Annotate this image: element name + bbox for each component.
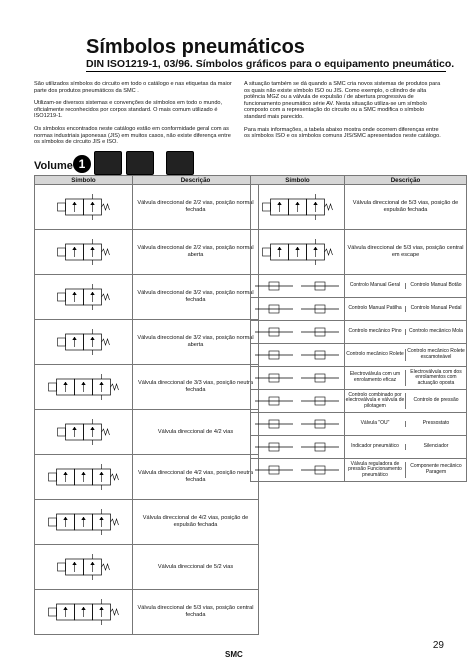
intro-column-2 [244, 81, 444, 140]
table-row [251, 275, 467, 298]
column-header-symbol: Símbolo [35, 176, 133, 185]
row-description: Válvula direccional de 2/2 vias, posição normal fechada [133, 185, 259, 230]
pair-description [345, 390, 467, 413]
control-symbol-icon [251, 298, 345, 321]
valve-symbol-icon [35, 410, 133, 455]
pair-description-a: Válvula "OU" [360, 420, 390, 427]
row-description: Válvula direccional de 3/2 vias, posição normal aberta [133, 320, 259, 365]
valve-symbol-icon [251, 185, 345, 230]
control-symbol-icon [251, 459, 345, 482]
row-description: Válvula direccional de 4/2 vias [133, 410, 259, 455]
column-header-description: Descrição [345, 176, 467, 185]
pair-description-b: Electroválvula com dos enrolamentos com actuação oposta [406, 370, 467, 387]
pair-description-a: Electroválvula com um enrolamento eficaz [349, 371, 401, 383]
valve-symbol-icon [35, 365, 133, 410]
pair-description-a: Controlo Manual Geral [349, 282, 401, 289]
pair-description [345, 321, 467, 344]
right-symbol-table [250, 175, 467, 482]
valve-symbol-icon [251, 230, 345, 275]
pair-description-b: Silenciador [406, 444, 467, 450]
pair-description [345, 298, 467, 321]
valve-symbol-icon [35, 455, 133, 500]
table-row [35, 545, 259, 590]
row-description: Válvula direccional de 5/2 vias [133, 545, 259, 590]
pair-description [345, 413, 467, 436]
table-row [35, 455, 259, 500]
smc-logo [225, 650, 243, 659]
row-description: Válvula direccional de 3/3 vias, posição neutra fechada [133, 365, 259, 410]
table-row [35, 365, 259, 410]
page-subtitle: DIN ISO1219-1, 03/96. Símbolos gráficos para o equipamento pneumático. [86, 58, 455, 70]
pair-description-a: Controlo Manual Patilha [348, 305, 402, 312]
valve-symbol-icon [35, 275, 133, 320]
table-row [251, 413, 467, 436]
table-row [251, 230, 467, 275]
row-description: Válvula direccional de 5/3 vias, posição central fechada [133, 590, 259, 635]
valve-symbol-icon [35, 185, 133, 230]
intro-column-1 [34, 81, 234, 146]
row-description: Válvula direccional de 4/2 vias, posição neutra fechada [133, 455, 259, 500]
pair-description-b: Controlo Manual Pedal [406, 306, 467, 312]
cylinder-product-icon [94, 151, 122, 175]
pair-description-b: Controlo mecânico Mola [406, 329, 467, 335]
pair-description-b: Controlo mecânico Rolete escamoteável [407, 348, 465, 360]
control-symbol-icon [251, 275, 345, 298]
table-row [35, 320, 259, 365]
rodless-cylinder-product-icon [126, 151, 154, 175]
pair-description [345, 367, 467, 390]
pair-description [345, 459, 467, 482]
valve-symbol-icon [35, 545, 133, 590]
pair-description-a: Válvula reguladora de pressão Funcionamento pneumático [348, 460, 402, 478]
page-number: 29 [432, 640, 444, 651]
table-row [251, 459, 467, 482]
table-row [35, 275, 259, 320]
control-symbol-icon [251, 344, 345, 367]
pair-description-a: Controlo mecânico Rolete [346, 351, 404, 358]
page-title: Símbolos pneumáticos [86, 36, 305, 58]
control-symbol-icon [251, 390, 345, 413]
table-row [251, 436, 467, 459]
table-row [251, 321, 467, 344]
row-description: Válvula direccional de 3/2 vias, posição normal fechada [133, 275, 259, 320]
table-row [35, 185, 259, 230]
intro-paragraph: Utilizam-se diversos sistemas e convenções de símbolos em todo o mundo, oficialmente reconhecidos por corpos standard. O mais comum utilizado é ISO1219-1. [34, 100, 223, 120]
table-row [35, 230, 259, 275]
intro-paragraph: A situação também se dá quando a SMC cria novos sistemas de produtos para os quais não existe símbolo ISO ou JIS. Como exemplo, o cilindro de alta potência MGZ ou a válvula de expulsão / de abertura progressiva de funcionamento pneumático série AV. Nesta situação utiliza-se um símbolo composto com a representação do circuito ou a SMC modifica o símbolo standard mais parecido. [244, 81, 441, 120]
left-symbol-table [34, 175, 259, 635]
smc-logo-text: SMC [225, 650, 243, 659]
row-description: Válvula direccional de 4/2 vias, posição de expulsão fechada [133, 500, 259, 545]
volume-label: Volume [34, 160, 73, 172]
row-description: Válvula direccional de 5/3 vias, posição de expulsão fechada [345, 185, 467, 230]
pair-description-b: Controlo de pressão [406, 393, 467, 410]
table-row [35, 410, 259, 455]
table-row [251, 390, 467, 413]
control-symbol-icon [251, 367, 345, 390]
actuator-product-icon [166, 151, 194, 175]
control-symbol-icon [251, 321, 345, 344]
valve-symbol-icon [35, 590, 133, 635]
row-description: Válvula direccional de 5/3 vias, posição central em escape [345, 230, 467, 275]
table-row [251, 344, 467, 367]
table-row [35, 500, 259, 545]
pair-description [345, 275, 467, 298]
pair-description-a: Controlo mecânico Pino [348, 328, 402, 335]
column-header-symbol: Símbolo [251, 176, 345, 185]
valve-symbol-icon [35, 320, 133, 365]
pair-description-b: Componente mecânico Paragem [406, 462, 467, 479]
pair-description-a: Indicador pneumático [351, 443, 399, 450]
volume-number-badge: 1 [73, 155, 91, 173]
title-rule [86, 71, 446, 72]
table-row [35, 590, 259, 635]
pair-description [345, 344, 467, 367]
pair-description-b: Controlo Manual Botão [406, 283, 467, 289]
column-header-description: Descrição [133, 176, 259, 185]
control-symbol-icon [251, 436, 345, 459]
pair-description-a: Controlo combinado por electroválvula e válvula de pilotagem [345, 391, 405, 409]
valve-symbol-icon [35, 500, 133, 545]
control-symbol-icon [251, 413, 345, 436]
table-row [251, 367, 467, 390]
intro-paragraph: Para mais informações, a tabela abaixo mostra onde ocorrem diferenças entre os símbolos ISO e os símbolos comuns JIS/SMC apresentados neste catálogo. [244, 126, 441, 140]
row-description: Válvula direccional de 2/2 vias, posição normal aberta [133, 230, 259, 275]
pair-description [345, 436, 467, 459]
intro-paragraph: Os símbolos encontrados neste catálogo estão em conformidade geral com as normas industriais japonesas (JIS) em muitos casos, não existe diferença entre os símbolos de circuito JIS e ISO. [34, 125, 231, 146]
table-row [251, 185, 467, 230]
table-row [251, 298, 467, 321]
valve-symbol-icon [35, 230, 133, 275]
intro-paragraph: São utilizados símbolos do circuito em todo o catálogo e nas etiquetas da maior parte dos produtos pneumáticos da SMC . [34, 81, 232, 94]
pair-description-b: Pressostato [406, 421, 467, 427]
